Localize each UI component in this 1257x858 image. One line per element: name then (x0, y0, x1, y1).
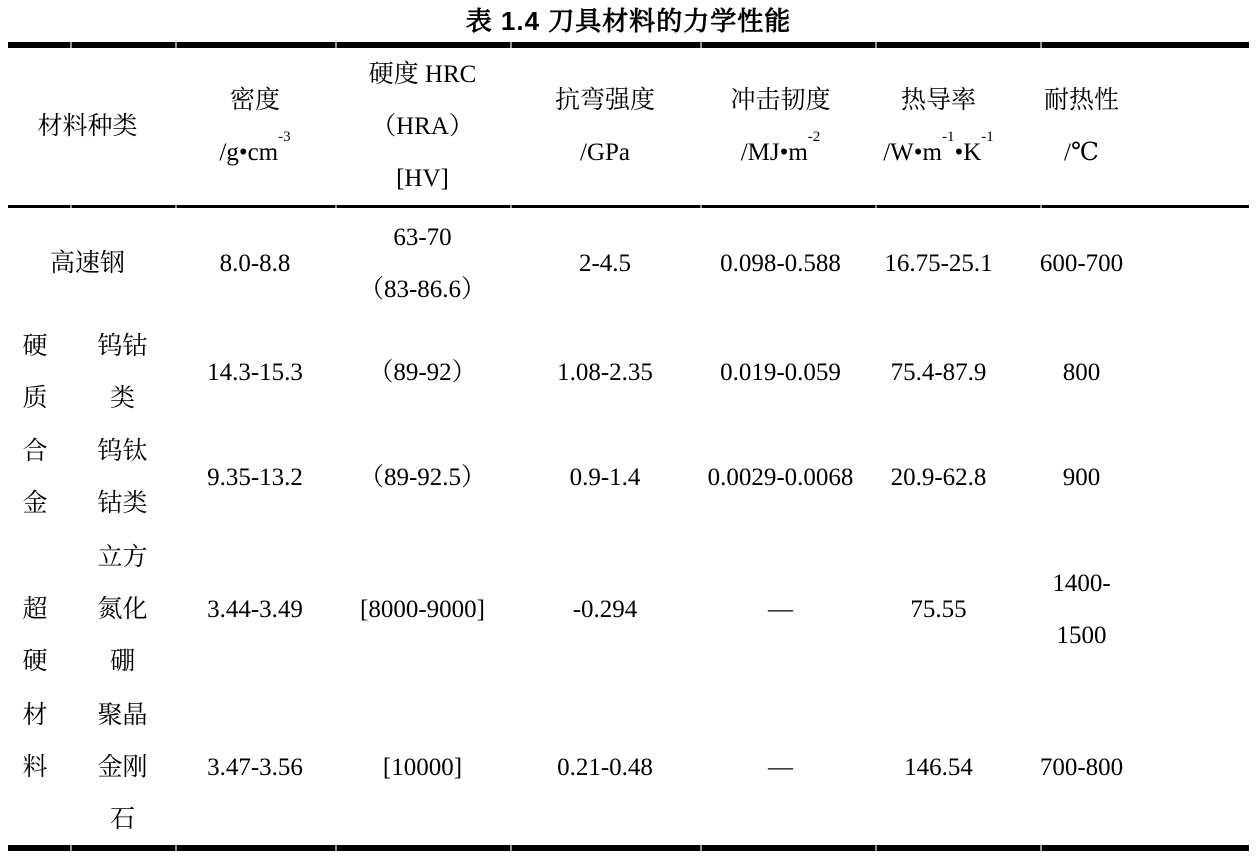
cell-category: 硬 质 (22, 332, 48, 412)
cell-thermal: 75.4-87.9 (890, 358, 987, 386)
cell-impact: — (768, 753, 793, 781)
header-bending-unit: /GPa (580, 138, 630, 166)
header-density-unit: $/g•cm^{-3}$ (219, 129, 291, 166)
table-row-wc-tic-co (0, 425, 1257, 530)
cell-density: 3.44-3.49 (207, 596, 303, 623)
cell-impact: 0.0029-0.0068 (707, 463, 854, 491)
header-material (0, 48, 175, 205)
cell-category: 超 硬 (22, 596, 48, 675)
cell-bending: 1.08-2.35 (557, 358, 653, 386)
cell-subtype: 钨钛 钴类 (97, 437, 148, 517)
table-bottom-rule (8, 845, 1249, 851)
cell-heat: 600-700 (1039, 250, 1124, 277)
cell-bending: 2-4.5 (578, 250, 632, 277)
table-row-cbn (0, 530, 1257, 690)
cell-bending: -0.294 (572, 596, 638, 623)
cell-hardness: [10000] (382, 753, 463, 781)
header-bending-label: 抗弯强度 (554, 86, 655, 114)
header-hardness-hra: （HRA） (371, 112, 474, 140)
cell-thermal: 20.9-62.8 (890, 463, 987, 491)
header-impact-unit: $/MJ•m^{-2}$ (740, 129, 821, 166)
cell-heat: 900 (1062, 463, 1101, 491)
table-row-hss (0, 208, 1257, 320)
header-thermal (875, 48, 1040, 205)
cell-thermal: 146.54 (904, 753, 973, 781)
header-density (175, 48, 335, 205)
cell-heat: 800 (1062, 358, 1101, 386)
header-heat-unit: /℃ (1064, 138, 1099, 166)
cell-bending: 0.21-0.48 (557, 753, 653, 781)
cell-material: 高速钢 (49, 250, 125, 277)
cell-thermal: 16.75-25.1 (884, 250, 993, 277)
cell-density: 9.35-13.2 (207, 463, 303, 491)
table-top-rule (8, 42, 1249, 48)
header-bending (510, 48, 700, 205)
table-header-row (0, 48, 1257, 205)
header-heat (1040, 48, 1257, 205)
cell-category: 合 金 (22, 437, 48, 517)
cell-density: 14.3-15.3 (207, 358, 303, 386)
cell-category: 材 料 (22, 702, 48, 781)
header-thermal-label: 热导率 (900, 86, 976, 114)
cell-bending: 0.9-1.4 (569, 463, 641, 491)
header-hardness-hv: [HV] (396, 164, 449, 192)
header-hardness (335, 48, 510, 205)
cell-density: 3.47-3.56 (207, 753, 303, 781)
cell-subtype: 聚晶 金刚 石 (97, 701, 148, 833)
header-heat-label: 耐热性 (1043, 86, 1119, 114)
cell-hardness: （89-92.5） (358, 463, 487, 491)
header-separator-rule (8, 205, 1249, 208)
cell-impact: 0.019-0.059 (720, 358, 841, 386)
cell-impact: — (768, 596, 793, 623)
header-impact-label: 冲击韧度 (730, 86, 831, 114)
table-row-pcd (0, 690, 1257, 845)
cell-hardness: （89-92） (368, 358, 477, 386)
cell-hardness: [8000-9000] (360, 596, 485, 623)
cell-heat: 700-800 (1039, 753, 1124, 781)
header-hardness-label: 硬度 HRC (368, 60, 477, 88)
header-impact (700, 48, 875, 205)
table-row-wc-co (0, 320, 1257, 425)
cell-heat: 1400- 1500 (1052, 570, 1111, 649)
header-thermal-unit: $/W•m^{-1}•K^{-1}$ (883, 129, 994, 166)
header-material-label: 材料种类 (37, 112, 138, 140)
cell-hardness: 63-70 （83-86.6） (358, 224, 487, 303)
cell-subtype: 立方 氮化 硼 (97, 544, 148, 675)
cell-thermal: 75.55 (910, 596, 967, 623)
cell-subtype: 钨钴 类 (97, 332, 148, 412)
cell-density: 8.0-8.8 (219, 250, 291, 277)
header-density-label: 密度 (229, 86, 280, 114)
table-title: 表 1.4 刀具材料的力学性能 (465, 6, 792, 36)
cell-impact: 0.098-0.588 (720, 250, 841, 277)
